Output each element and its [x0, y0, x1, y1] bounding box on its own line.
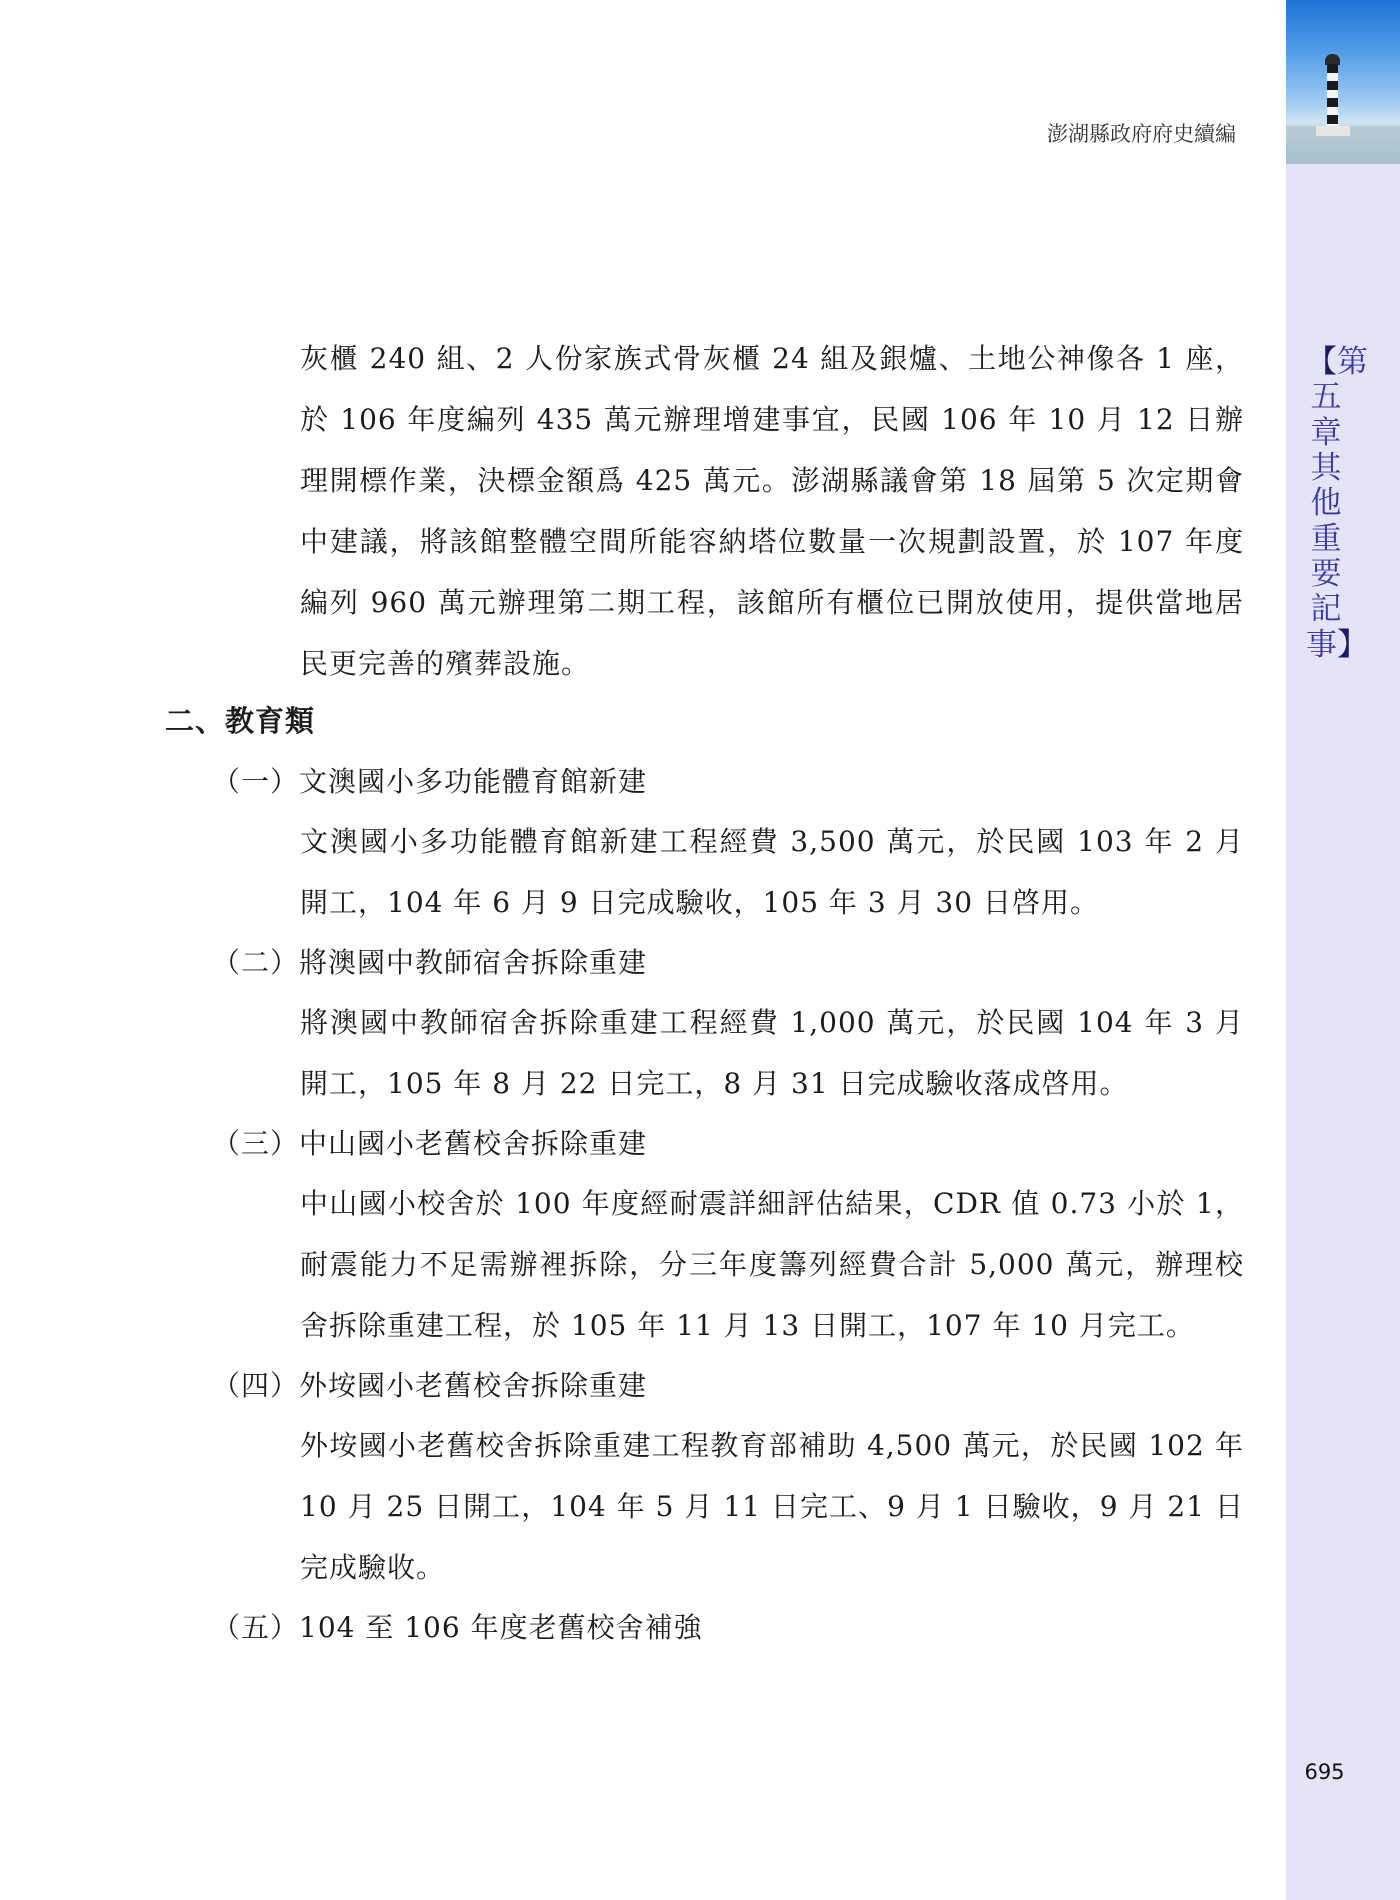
side-chapter-strip — [1286, 0, 1400, 1900]
chapter-tab — [1306, 344, 1368, 663]
page-number: 695 — [1304, 1760, 1345, 1784]
intro-paragraph: 灰櫃 240 組、2 人份家族式骨灰櫃 24 組及銀爐、土地公神像各 1 座，於 106 年度編列 435 萬元辦理增建事宜，民國 106 年 10 月 12 日辦理開標作業，決標金額爲 425 萬元。澎湖縣議會第 18 屆第 5 次定期會中建議，將該館整體空間所能容納塔位數量一次規劃設置，於 107 年度編列 960 萬元辦理第二期工程，該館所有櫃位已開放使用，提供當地居民更完善的殯葬設施。 — [300, 342, 1244, 680]
lighthouse-base — [1316, 126, 1350, 136]
section-heading: 二、教育類 — [165, 704, 316, 738]
lighthouse-image — [1286, 0, 1400, 164]
chapter-bracket-open: 【 — [1306, 344, 1337, 380]
item-text-2: 將澳國中教師宿舍拆除重建工程經費 1,000 萬元，於民國 104 年 3 月開工，105 年 8 月 22 日完工，8 月 31 日完成驗收落成啓用。 — [300, 1006, 1244, 1100]
item-text-4: 外垵國小老舊校舍拆除重建工程教育部補助 4,500 萬元，於民國 102 年 10 月 25 日開工，104 年 5 月 11 日完工、9 月 1 日驗收，9 月 21 日完成驗收。 — [300, 1429, 1244, 1584]
chapter-bracket-close: 】 — [1337, 626, 1368, 663]
chapter-title: 第五章 其他重要記事 — [1306, 344, 1368, 663]
item-heading-3: （三）中山國小老舊校舍拆除重建 — [212, 1127, 648, 1160]
item-text-1: 文澳國小多功能體育館新建工程經費 3,500 萬元，於民國 103 年 2 月開工，104 年 6 月 9 日完成驗收，105 年 3 月 30 日啓用。 — [300, 825, 1244, 919]
item-heading-4: （四）外垵國小老舊校舍拆除重建 — [212, 1369, 648, 1402]
item-heading-2: （二）將澳國中教師宿舍拆除重建 — [212, 946, 648, 979]
item-heading-1: （一）文澳國小多功能體育館新建 — [212, 765, 648, 798]
lighthouse-tower — [1327, 64, 1338, 130]
item-heading-5: （五）104 至 106 年度老舊校舍補強 — [212, 1611, 703, 1644]
item-text-3: 中山國小校舍於 100 年度經耐震詳細評估結果，CDR 值 0.73 小於 1，耐震能力不足需辦裡拆除，分三年度籌列經費合計 5,000 萬元，辦理校舍拆除重建工程，於 105 年 11 月 13 日開工，107 年 10 月完工。 — [300, 1187, 1244, 1342]
running-header: 澎湖縣政府府史續編 — [1047, 122, 1236, 146]
